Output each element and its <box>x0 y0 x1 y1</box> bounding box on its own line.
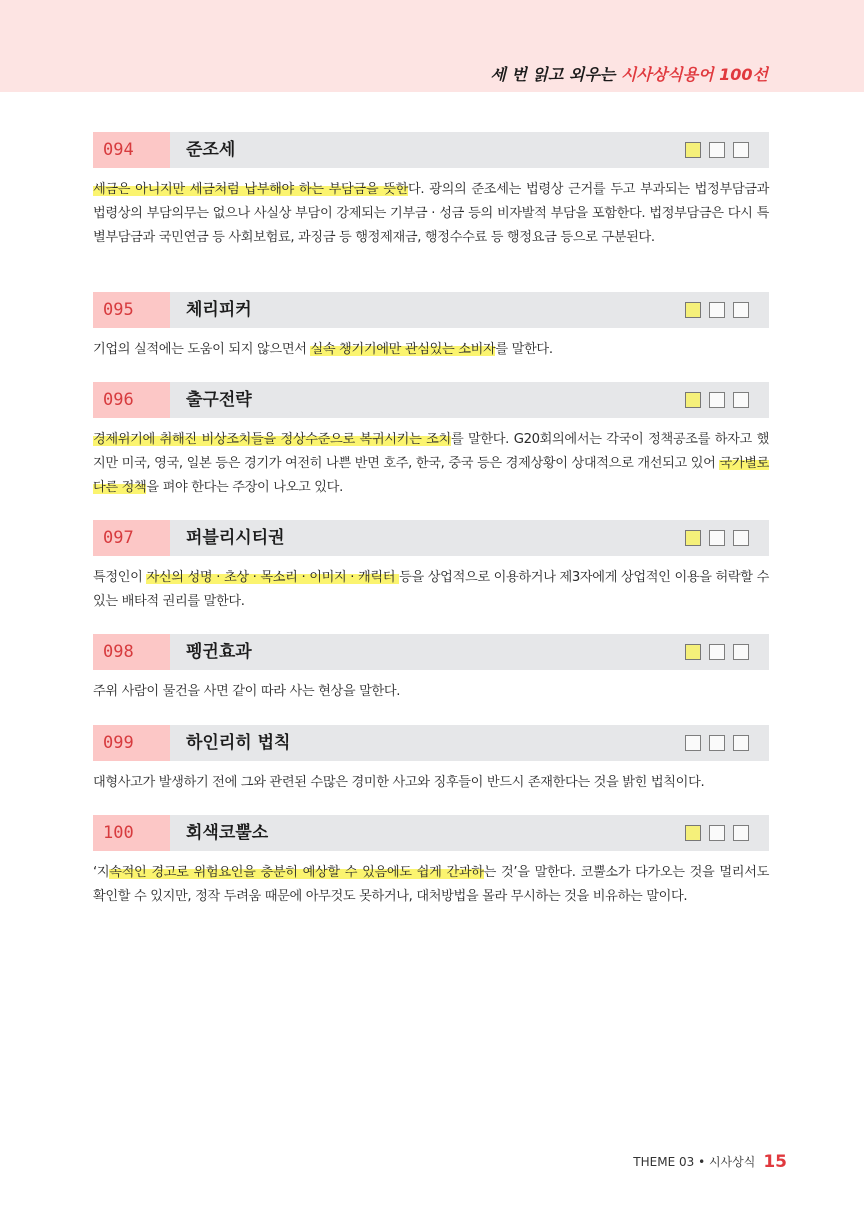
page-number: 15 <box>763 1152 787 1172</box>
book-title-prefix: 세 번 읽고 외우는 <box>490 65 621 84</box>
book-title <box>490 62 768 85</box>
term-entry-095 <box>93 292 769 362</box>
review-checkbox-3[interactable] <box>733 302 749 318</box>
highlighted-text: 실속 챙기기에만 관심있는 소비자 <box>310 342 496 357</box>
description-text: 특정인이 <box>93 570 147 585</box>
review-checkbox-2[interactable] <box>709 302 725 318</box>
review-checkbox-2[interactable] <box>709 392 725 408</box>
review-checkbox-2[interactable] <box>709 142 725 158</box>
term-number: 096 <box>93 382 170 418</box>
term-entry-094 <box>93 132 769 250</box>
term-number: 098 <box>93 634 170 670</box>
term-header-bar <box>93 132 769 168</box>
description-text: 기업의 실적에는 도움이 되지 않으면서 <box>93 342 311 357</box>
term-description <box>93 338 769 362</box>
term-title: 하인리히 법칙 <box>186 733 291 753</box>
review-checkboxes <box>685 392 749 408</box>
term-title: 퍼블리시티권 <box>186 528 285 548</box>
review-checkbox-1[interactable] <box>685 735 701 751</box>
term-entry-099 <box>93 725 769 795</box>
highlighted-text: 속적인 경고로 위험요인을 충분히 예상할 수 있음에도 쉽게 간과하 <box>109 865 484 880</box>
description-text: ‘지 <box>93 865 110 880</box>
term-description: 대형사고가 발생하기 전에 그와 관련된 수많은 경미한 사고와 징후들이 반드시 존재한다는 것을 밝힌 법칙이다. <box>93 775 705 790</box>
term-title: 체리피커 <box>186 300 252 320</box>
review-checkbox-2[interactable] <box>709 644 725 660</box>
term-header-bar <box>93 520 769 556</box>
term-number: 099 <box>93 725 170 761</box>
term-number: 095 <box>93 292 170 328</box>
review-checkbox-2[interactable] <box>709 825 725 841</box>
description-text: 는 것’을 말한다. 코뿔소가 다가오는 것을 멀리서도 확인할 수 있지만, 정작 두려움 때문에 아무것도 못하거나, 대처방법을 몰라 무시하는 것을 비유하는 말이다. <box>93 865 769 904</box>
footer-theme: THEME 03 • 시사상식 <box>633 1155 756 1169</box>
review-checkboxes <box>685 302 749 318</box>
term-title: 준조세 <box>186 140 236 160</box>
highlighted-text: 자신의 성명 · 초상 · 목소리 · 이미지 · 캐릭터 <box>146 570 400 585</box>
description-text: 를 말한다. G20회의에서는 각국이 정책공조를 하자고 했지만 미국, 영국, 일본 등은 경기가 여전히 나쁜 반면 호주, 한국, 중국 등은 경제상황이 상대적으로 개선되고 있어 <box>93 432 770 471</box>
term-description <box>93 178 769 250</box>
term-header-bar <box>93 292 769 328</box>
term-entry-100 <box>93 815 769 909</box>
term-description <box>93 861 769 909</box>
review-checkbox-2[interactable] <box>709 530 725 546</box>
page-footer <box>633 1152 787 1172</box>
review-checkbox-1[interactable] <box>685 644 701 660</box>
description-text: 다. 광의의 준조세는 법령상 근거를 두고 부과되는 법정부담금과 법령상의 부담의무는 없으나 사실상 부담이 강제되는 기부금 · 성금 등의 비자발적 부담을 포함한다. 법정부담금은 다시 특별부담금과 국민연금 등 사회보험료, 과징금 등 행정제재금, 행정수수료 등 행정요금 등으로 구분된다. <box>93 182 770 245</box>
highlighted-text: 세금은 아니지만 세금처럼 납부해야 하는 부담금을 뜻한 <box>93 182 408 197</box>
term-entry-097 <box>93 520 769 614</box>
term-entry-098 <box>93 634 769 704</box>
description-text: 를 말한다. <box>495 342 553 357</box>
book-title-accent: 시사상식용어 100선 <box>620 65 768 84</box>
term-description: 주위 사람이 물건을 사면 같이 따라 사는 현상을 말한다. <box>93 684 401 699</box>
review-checkbox-3[interactable] <box>733 530 749 546</box>
review-checkboxes <box>685 142 749 158</box>
term-description <box>93 566 769 614</box>
term-title: 출구전략 <box>186 390 252 410</box>
term-number: 097 <box>93 520 170 556</box>
highlighted-text: 경제위기에 취해진 비상조치들을 정상수준으로 복귀시키는 조치 <box>93 432 451 447</box>
term-number: 094 <box>93 132 170 168</box>
term-title: 펭귄효과 <box>186 642 252 662</box>
review-checkbox-3[interactable] <box>733 825 749 841</box>
review-checkboxes <box>685 530 749 546</box>
review-checkbox-2[interactable] <box>709 735 725 751</box>
review-checkbox-3[interactable] <box>733 735 749 751</box>
term-header-bar <box>93 815 769 851</box>
review-checkbox-1[interactable] <box>685 825 701 841</box>
description-text: 을 펴야 한다는 주장이 나오고 있다. <box>146 480 343 495</box>
term-header-bar <box>93 382 769 418</box>
term-description <box>93 428 769 500</box>
term-title: 회색코뿔소 <box>186 823 269 843</box>
review-checkbox-3[interactable] <box>733 644 749 660</box>
review-checkbox-1[interactable] <box>685 530 701 546</box>
review-checkbox-3[interactable] <box>733 142 749 158</box>
term-entry-096 <box>93 382 769 500</box>
review-checkbox-1[interactable] <box>685 392 701 408</box>
review-checkbox-1[interactable] <box>685 142 701 158</box>
review-checkbox-3[interactable] <box>733 392 749 408</box>
review-checkboxes <box>685 644 749 660</box>
term-header-bar <box>93 634 769 670</box>
review-checkboxes <box>685 735 749 751</box>
review-checkbox-1[interactable] <box>685 302 701 318</box>
highlighted-text: 국가별로 다른 정책 <box>93 456 769 495</box>
term-header-bar <box>93 725 769 761</box>
review-checkboxes <box>685 825 749 841</box>
description-text: 등을 상업적으로 이용하거나 제3자에게 상업적인 이용을 허락할 수 있는 배타적 권리를 말한다. <box>93 570 769 609</box>
term-number: 100 <box>93 815 170 851</box>
